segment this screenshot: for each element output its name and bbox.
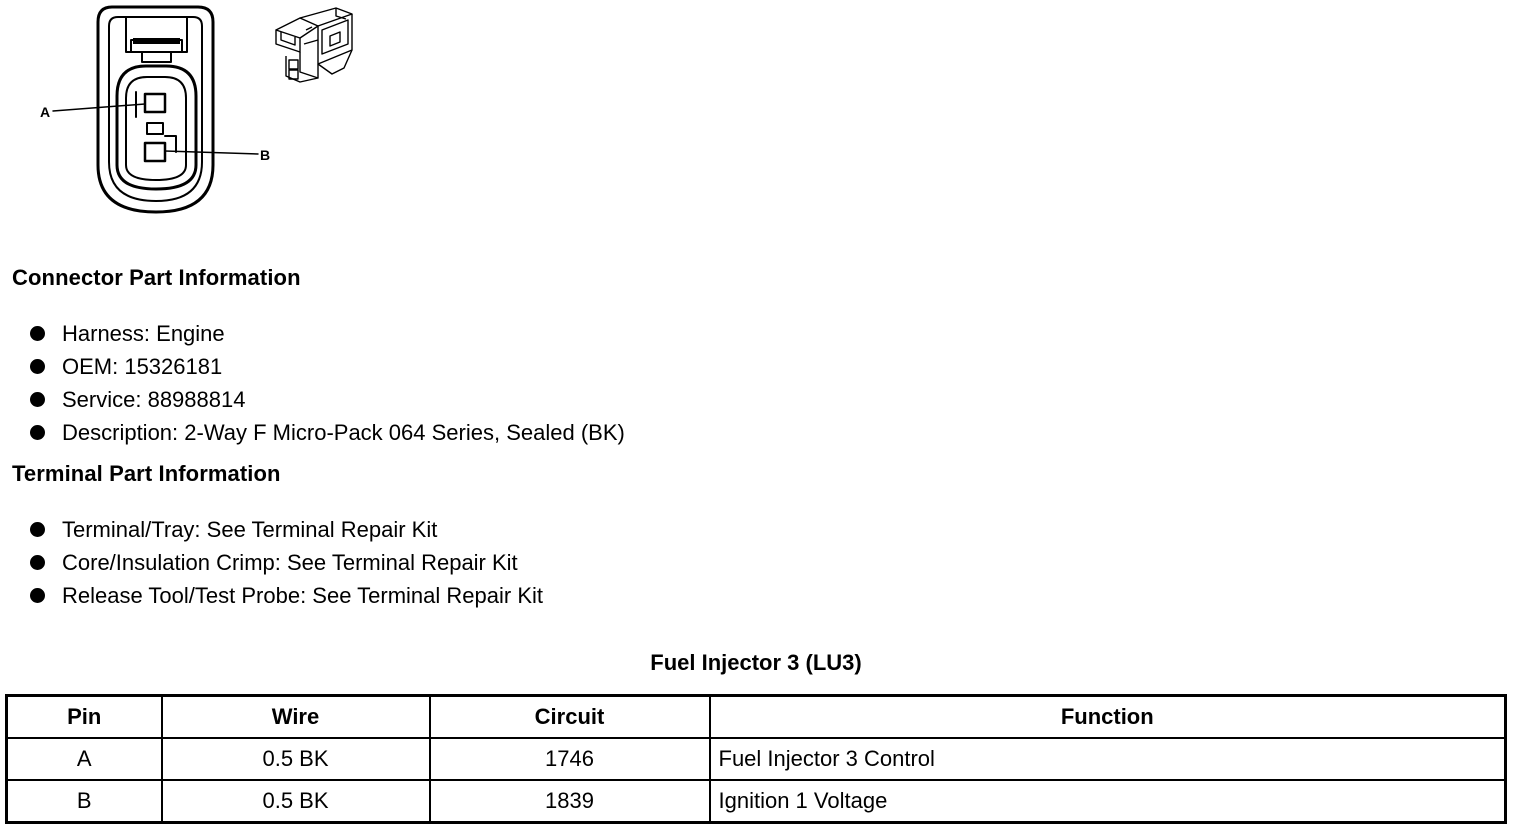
list-item (30, 317, 625, 350)
table-row (7, 780, 1506, 823)
callout-label-a: A (40, 104, 51, 120)
bullet-icon (30, 425, 45, 440)
bullet-icon (30, 359, 45, 374)
connector-face-view (53, 7, 258, 212)
list-item (30, 546, 543, 579)
connector-isometric-view (276, 8, 352, 82)
list-item (30, 579, 543, 612)
cell-wire: 0.5 BK (162, 738, 430, 780)
bullet-icon (30, 588, 45, 603)
terminal-tray-text: Terminal/Tray: See Terminal Repair Kit (62, 517, 438, 542)
header-pin: Pin (7, 696, 162, 739)
cell-function: Fuel Injector 3 Control (710, 738, 1506, 780)
callout-label-b: B (260, 147, 271, 163)
connector-info-list (30, 317, 625, 449)
table-title: Fuel Injector 3 (LU3) (650, 650, 862, 675)
terminal-info-title: Terminal Part Information (12, 461, 281, 486)
header-function: Function (710, 696, 1506, 739)
cell-function: Ignition 1 Voltage (710, 780, 1506, 823)
bullet-icon (30, 326, 45, 341)
cell-circuit: 1746 (430, 738, 710, 780)
terminal-info-list (30, 513, 543, 612)
bullet-icon (30, 522, 45, 537)
table-row (7, 738, 1506, 780)
list-item (30, 416, 625, 449)
bullet-icon (30, 392, 45, 407)
connector-housing-inner (109, 17, 202, 201)
list-item (30, 383, 625, 416)
list-item (30, 350, 625, 383)
table-header-row (7, 696, 1506, 739)
header-circuit: Circuit (430, 696, 710, 739)
connector-diagram (0, 0, 380, 220)
crimp-text: Core/Insulation Crimp: See Terminal Repair Kit (62, 550, 518, 575)
cell-wire: 0.5 BK (162, 780, 430, 823)
cell-pin: A (7, 738, 162, 780)
cell-pin: B (7, 780, 162, 823)
connector-info-title: Connector Part Information (12, 265, 301, 290)
header-wire: Wire (162, 696, 430, 739)
cavity-a (145, 94, 165, 112)
oem-text: OEM: 15326181 (62, 354, 223, 379)
service-text: Service: 88988814 (62, 387, 246, 412)
bullet-icon (30, 555, 45, 570)
connector-latch (126, 17, 187, 52)
list-item (30, 513, 543, 546)
description-text: Description: 2-Way F Micro-Pack 064 Series, Sealed (BK) (62, 420, 625, 445)
harness-text: Harness: Engine (62, 321, 225, 346)
release-tool-text: Release Tool/Test Probe: See Terminal Repair Kit (62, 583, 543, 608)
cavity-center (147, 123, 163, 134)
cell-circuit: 1839 (430, 780, 710, 823)
cavity-b (145, 143, 165, 161)
pinout-table (5, 694, 1507, 824)
